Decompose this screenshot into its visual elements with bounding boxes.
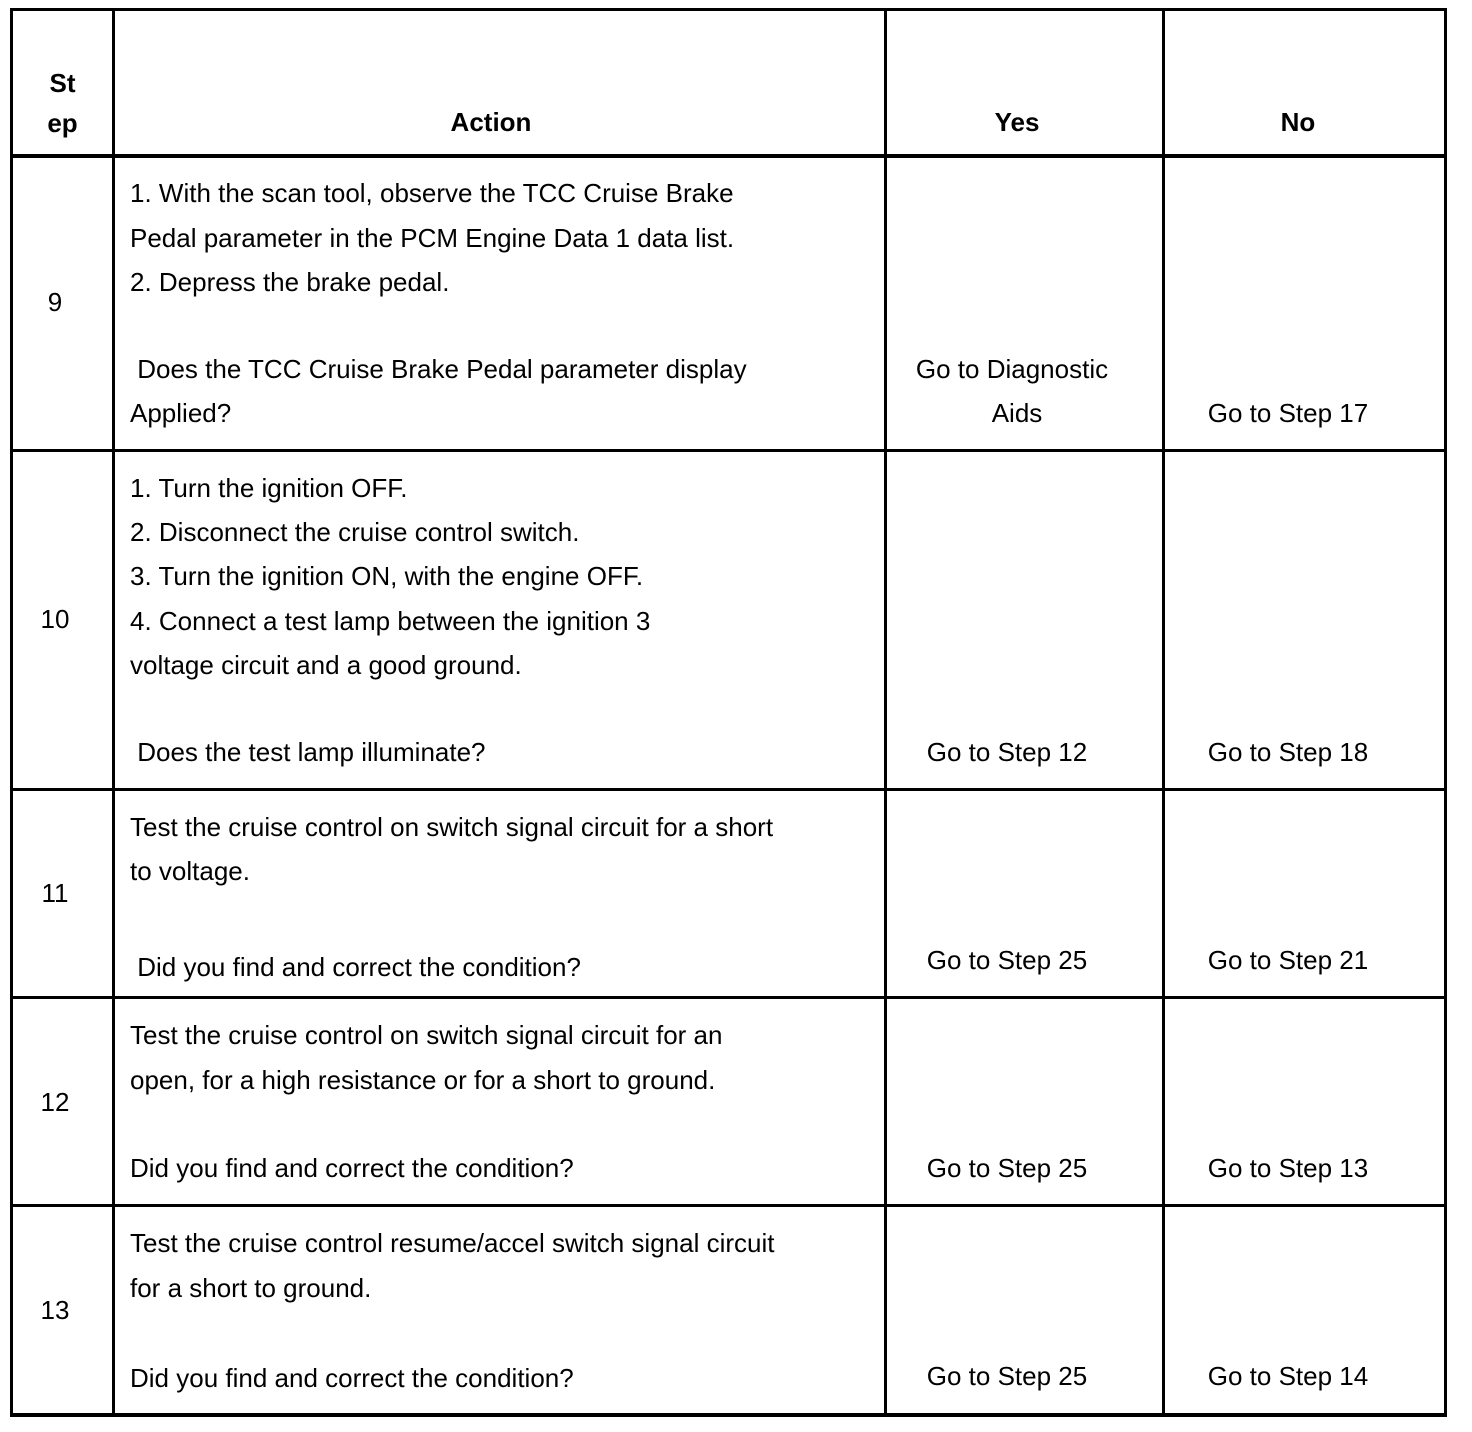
action-line: 3. Turn the ignition ON, with the engine OFF. — [130, 561, 644, 591]
no-result: Go to Step 17 — [1207, 398, 1369, 428]
header-yes: Yes — [994, 107, 1040, 137]
header-step-line1: St — [49, 68, 76, 98]
yes-result: Go to Step 25 — [926, 1153, 1088, 1183]
no-result: Go to Step 21 — [1207, 945, 1369, 975]
column-divider — [112, 8, 115, 1417]
column-divider — [884, 8, 887, 1417]
step-number: 10 — [40, 604, 70, 634]
header-step-line2: ep — [47, 108, 78, 138]
action-line: for a short to ground. — [130, 1273, 372, 1303]
action-question: Did you find and correct the condition? — [130, 1363, 574, 1393]
action-line: Test the cruise control on switch signal circuit for an — [130, 1020, 723, 1050]
diagnostic-table — [10, 8, 1447, 1417]
header-step — [13, 63, 112, 143]
step-number: 12 — [40, 1087, 70, 1117]
action-line: 1. Turn the ignition OFF. — [130, 473, 408, 503]
action-line: Applied? — [130, 398, 232, 428]
row-divider — [10, 996, 1447, 999]
action-line: Test the cruise control resume/accel switch signal circuit — [130, 1228, 775, 1258]
step-number: 11 — [41, 878, 69, 908]
action-question: Does the test lamp illuminate? — [130, 737, 486, 767]
action-line: Pedal parameter in the PCM Engine Data 1 data list. — [130, 223, 735, 253]
no-result: Go to Step 18 — [1207, 737, 1369, 767]
table-border-top — [10, 8, 1447, 11]
column-divider — [1162, 8, 1165, 1417]
yes-result: Go to Diagnostic — [915, 354, 1109, 384]
action-question: Did you find and correct the condition? — [130, 1153, 574, 1183]
yes-result: Go to Step 25 — [926, 945, 1088, 975]
yes-result: Aids — [991, 398, 1043, 428]
no-result: Go to Step 13 — [1207, 1153, 1369, 1183]
action-line: voltage circuit and a good ground. — [130, 650, 522, 680]
action-line: 1. With the scan tool, observe the TCC Cruise Brake — [130, 178, 734, 208]
row-divider — [10, 1204, 1447, 1207]
table-border-right — [1444, 8, 1447, 1417]
step-number: 13 — [40, 1295, 70, 1325]
action-line: to voltage. — [130, 856, 250, 886]
row-divider — [10, 449, 1447, 452]
yes-result: Go to Step 12 — [926, 737, 1088, 767]
action-line: 2. Depress the brake pedal. — [130, 267, 450, 297]
table-border-bottom — [10, 1413, 1447, 1417]
yes-result: Go to Step 25 — [926, 1361, 1088, 1391]
table-border-left — [10, 8, 13, 1417]
no-result: Go to Step 14 — [1207, 1361, 1369, 1391]
action-line: 2. Disconnect the cruise control switch. — [130, 517, 580, 547]
step-number: 9 — [47, 287, 63, 317]
action-line: Test the cruise control on switch signal circuit for a short — [130, 812, 774, 842]
action-question: Does the TCC Cruise Brake Pedal parameter display — [130, 354, 747, 384]
header-no: No — [1280, 107, 1316, 137]
action-line: open, for a high resistance or for a short to ground. — [130, 1065, 716, 1095]
action-question: Did you find and correct the condition? — [130, 952, 581, 982]
row-divider — [10, 788, 1447, 791]
header-divider — [10, 154, 1447, 158]
action-line: 4. Connect a test lamp between the ignition 3 — [130, 606, 651, 636]
header-action: Action — [450, 107, 532, 137]
